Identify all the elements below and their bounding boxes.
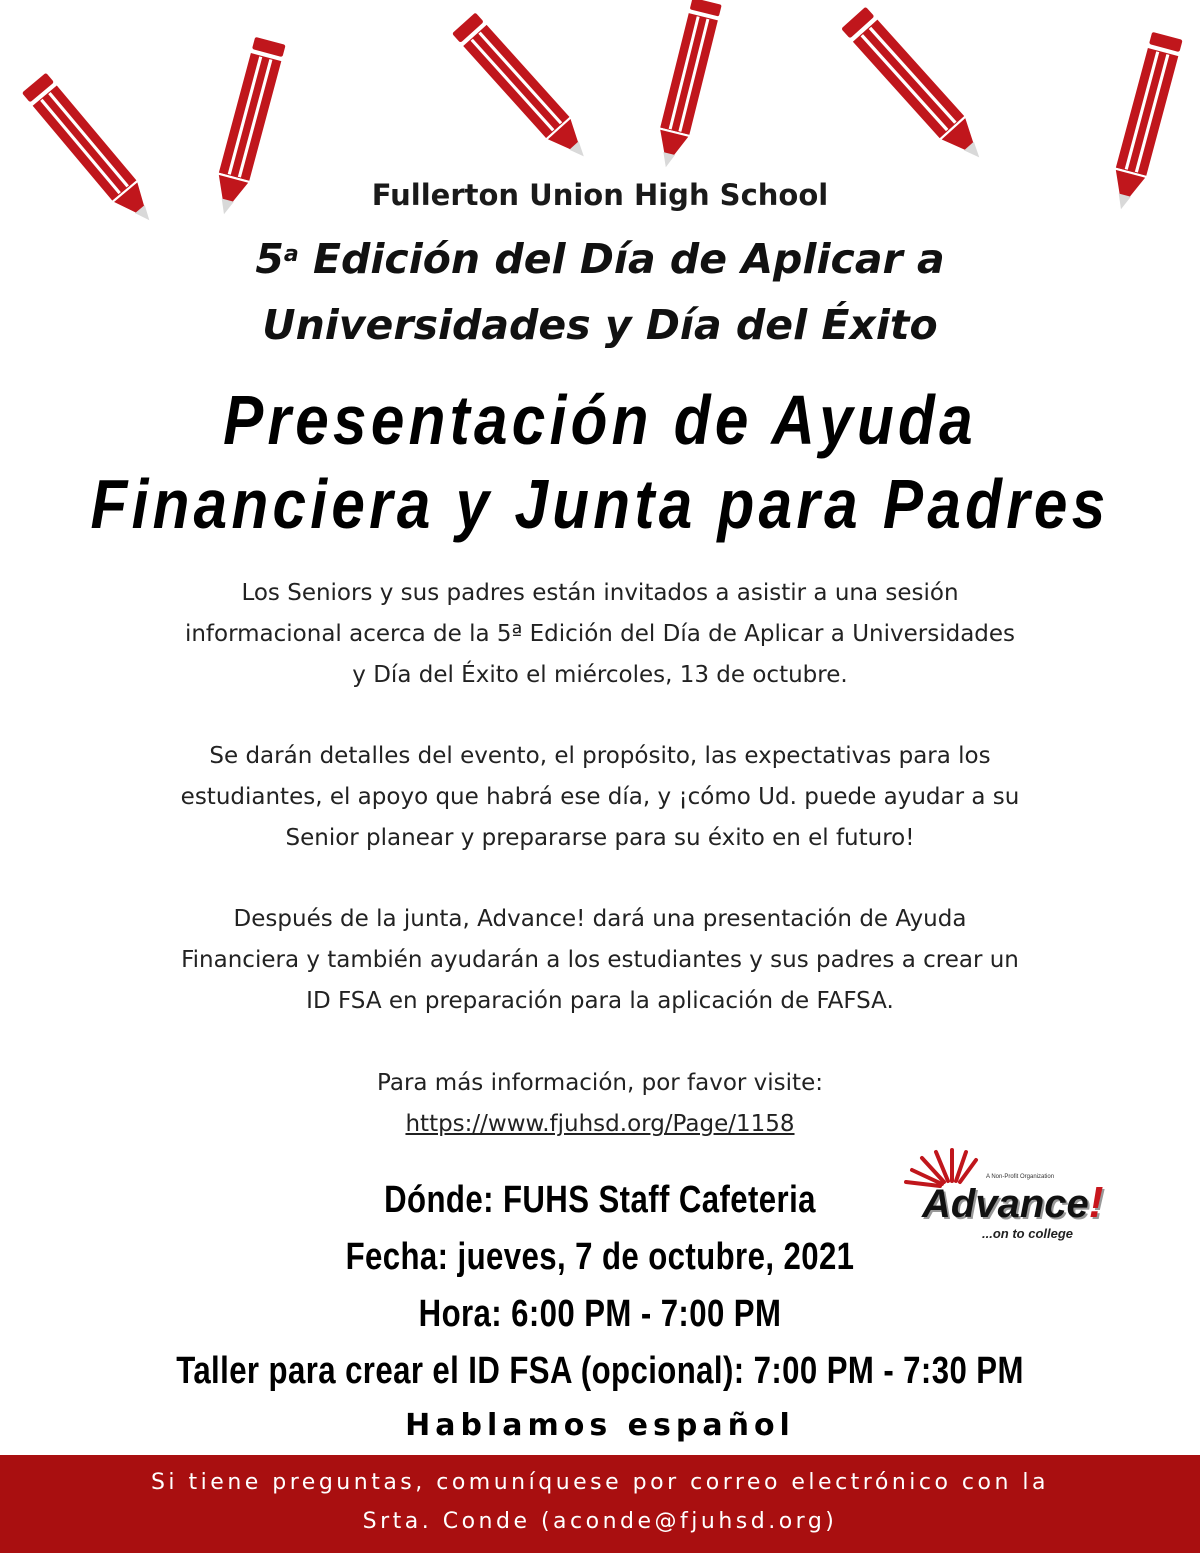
text-line: Después de la junta, Advance! dará una presentación de Ayuda [233,906,967,932]
text-line: Se darán detalles del evento, el propósito, las expectativas para los [209,743,991,769]
text-line: ID FSA en preparación para la aplicación de FAFSA. [306,988,894,1014]
school-name: Fullerton Union High School [371,178,829,212]
edition-number: 5 [255,235,284,283]
text-line: Financiera y también ayudarán a los estudiantes y sus padres a crear un [181,947,1019,973]
text-line: y Día del Éxito el miércoles, 13 de octubre. [352,662,848,688]
paragraph-details [0,736,1200,859]
event-edition-heading [0,226,1200,358]
text-line: informacional acerca de la 5ª Edición del Día de Aplicar a Universidades [184,621,1016,647]
paragraph-invitation [0,573,1200,696]
logo-wordmark [922,1178,1103,1228]
detail-date: Fecha: jueves, 7 de octubre, 2021 [345,1236,855,1278]
main-title-line2: Financiera y Junta para Padres [90,465,1110,543]
edition-line1: Edición del Día de Aplicar a [298,235,945,283]
footer-line2: Srta. Conde (aconde@fjuhsd.org) [362,1509,838,1534]
more-info-label: Para más información, por favor visite: [377,1070,823,1096]
advance-logo [902,1148,1152,1248]
logo-subtitle: A Non-Profit Organization [986,1174,1055,1180]
pencil-decorations [0,0,1200,260]
footer-line1: Si tiene preguntas, comuníquese por correo electrónico con la [150,1470,1050,1495]
text-line: Senior planear y prepararse para su éxito en el futuro! [285,825,915,851]
info-link[interactable]: https://www.fjuhsd.org/Page/1158 [405,1111,795,1137]
logo-word: Advance [922,1182,1089,1226]
text-line: estudiantes, el apoyo que habrá ese día, y ¡cómo Ud. puede ayudar a su [180,784,1020,810]
pencil-icon [650,0,723,171]
spanish-spoken-note: Hablamos español [405,1408,795,1443]
detail-time: Hora: 6:00 PM - 7:00 PM [418,1293,782,1335]
pencil-icon [450,11,596,168]
edition-ordinal: a [283,242,299,267]
detail-where: Dónde: FUHS Staff Cafeteria [384,1179,816,1221]
main-title [84,378,1116,546]
paragraph-advance [0,899,1200,1022]
detail-workshop: Taller para crear el ID FSA (opcional): 7:00 PM - 7:30 PM [176,1350,1024,1392]
text-line: Los Seniors y sus padres están invitados a asistir a una sesión [241,580,959,606]
logo-tagline: ...on to college [982,1226,1074,1241]
pencil-icon [840,5,993,169]
main-title-line1: Presentación de Ayuda [223,381,977,459]
contact-footer [0,1455,1200,1553]
logo-exclamation: ! [1088,1178,1104,1227]
edition-line2: Universidades y Día del Éxito [262,301,938,349]
more-info [0,1063,1200,1145]
